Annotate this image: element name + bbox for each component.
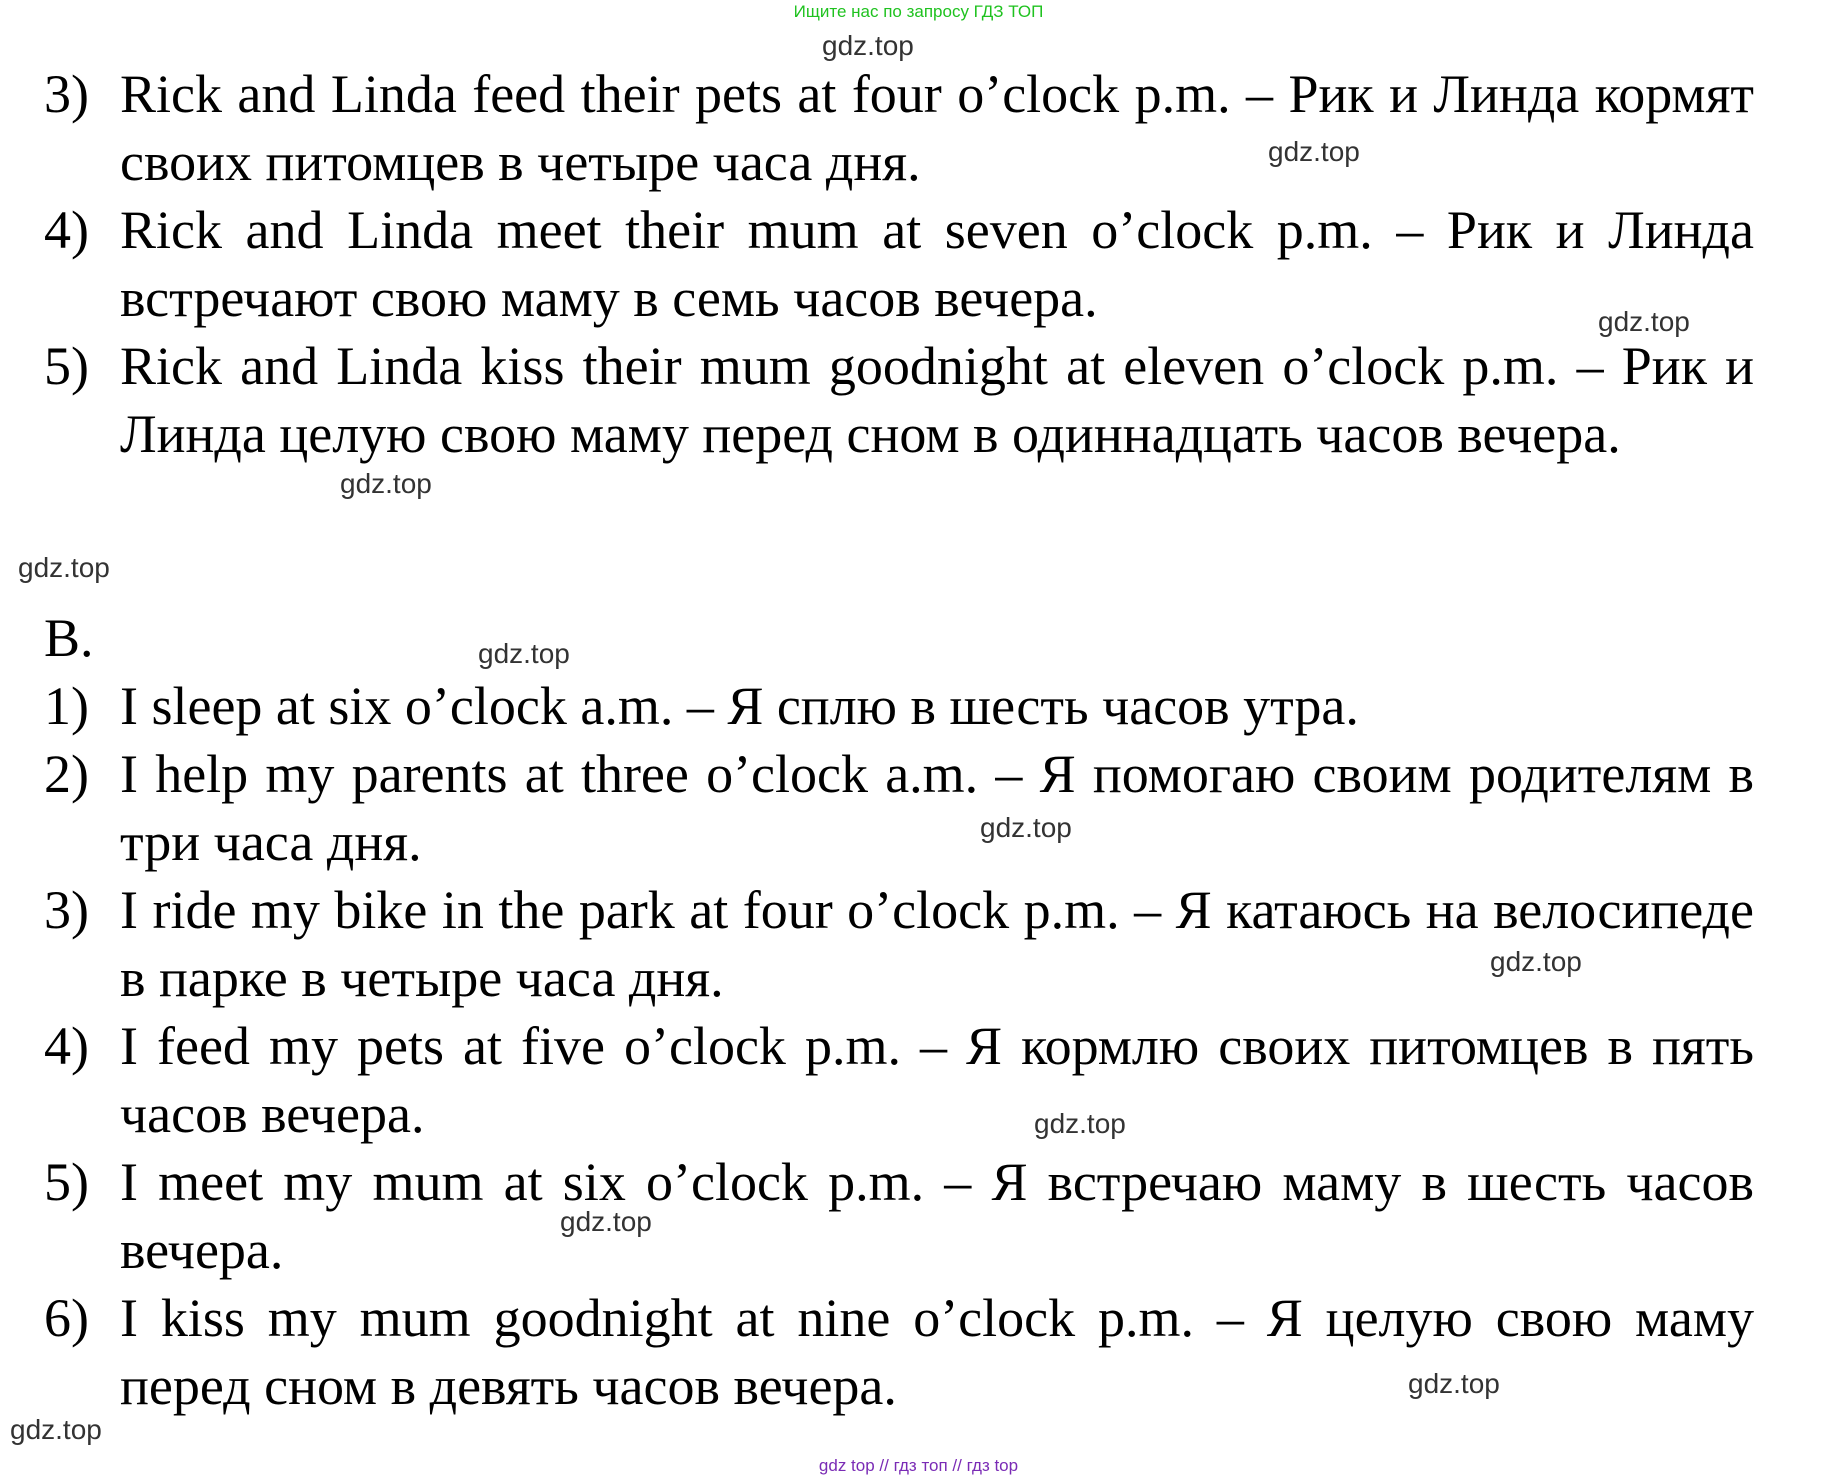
item-text: I feed my pets at five o’clock p.m. – Я кормлю своих питомцев в пять часов вечера.	[120, 1016, 1754, 1144]
watermark: gdz.top	[980, 812, 1072, 843]
watermark: gdz.top	[10, 1414, 102, 1445]
watermark: gdz.top	[1490, 946, 1582, 977]
list-item-b4	[44, 1012, 1754, 1148]
item-text: Rick and Linda feed their pets at four o’clock p.m. – Рик и Линда кормят своих питомцев в четыре часа дня.	[120, 64, 1754, 192]
item-number: 6)	[44, 1288, 89, 1348]
section-heading: B.	[44, 608, 94, 668]
item-text: I ride my bike in the park at four o’clock p.m. – Я катаюсь на велосипеде в парке в четыре часа дня.	[120, 880, 1754, 1008]
bottom-banner: gdz top // гдз топ // гдз top	[818, 1456, 1019, 1475]
list-item-b5	[44, 1148, 1754, 1284]
list-item-a5	[44, 332, 1754, 468]
item-text: Rick and Linda kiss their mum goodnight at eleven o’clock p.m. – Рик и Линда целую свою маму перед сном в одиннадцать часов вечера.	[120, 336, 1754, 464]
item-number: 3)	[44, 880, 89, 940]
list-item-a4	[44, 196, 1754, 332]
watermark: gdz.top	[340, 468, 432, 499]
watermark: gdz.top	[1598, 306, 1690, 337]
watermark: gdz.top	[18, 552, 110, 583]
watermark: gdz.top	[560, 1206, 652, 1237]
item-number: 4)	[44, 200, 89, 260]
list-item-b2	[44, 740, 1754, 876]
watermark: gdz.top	[1268, 136, 1360, 167]
item-number: 2)	[44, 744, 89, 804]
list-item-a3	[44, 60, 1754, 196]
item-number: 4)	[44, 1016, 89, 1076]
item-number: 1)	[44, 676, 89, 736]
watermark: gdz.top	[822, 30, 914, 61]
item-number: 3)	[44, 64, 89, 124]
watermark: gdz.top	[478, 638, 570, 669]
item-text: I meet my mum at six o’clock p.m. – Я встречаю маму в шесть часов вечера.	[120, 1152, 1754, 1280]
item-number: 5)	[44, 1152, 89, 1212]
item-text: I kiss my mum goodnight at nine o’clock p.m. – Я целую свою маму перед сном в девять часов вечера.	[120, 1288, 1754, 1416]
watermark: gdz.top	[1408, 1368, 1500, 1399]
item-text: I help my parents at three o’clock a.m. – Я помогаю своим родителям в три часа дня.	[120, 744, 1754, 872]
list-item-b3	[44, 876, 1754, 1012]
list-item-b1	[44, 672, 1754, 740]
watermark: gdz.top	[1034, 1108, 1126, 1139]
top-banner: Ищите нас по запросу ГДЗ ТОП	[793, 2, 1044, 21]
item-text: Rick and Linda meet their mum at seven o’clock p.m. – Рик и Линда встречают свою маму в семь часов вечера.	[120, 200, 1754, 328]
item-number: 5)	[44, 336, 89, 396]
item-text: I sleep at six o’clock a.m. – Я сплю в шесть часов утра.	[120, 676, 1359, 736]
